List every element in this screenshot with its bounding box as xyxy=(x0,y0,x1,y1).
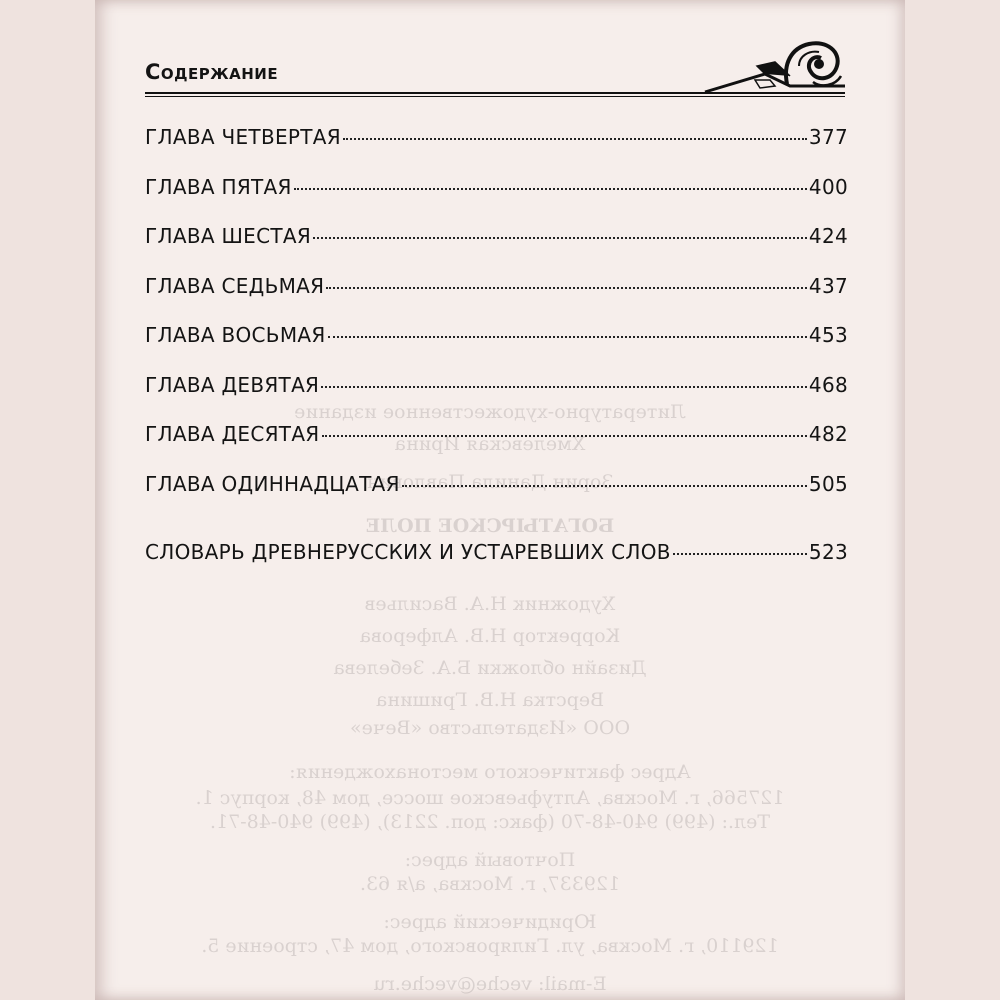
table-of-contents xyxy=(145,125,848,590)
bleed-line: Зорин Данила Павлович xyxy=(366,471,614,493)
bleed-line: Дизайн обложки Б.А. Зебелева xyxy=(333,657,647,679)
toc-entry-page: 505 xyxy=(808,471,848,496)
bleed-line: 129337, г. Москва, а/я 63. xyxy=(359,873,621,895)
toc-entry-label: ГЛАВА СЕДЬМАЯ xyxy=(145,273,325,298)
toc-entry-page: 523 xyxy=(808,540,848,564)
dot-leader xyxy=(321,386,807,388)
toc-entry[interactable] xyxy=(145,472,848,522)
toc-entry[interactable] xyxy=(145,323,848,373)
toc-entry[interactable] xyxy=(145,125,848,175)
toc-entry-page: 377 xyxy=(808,125,848,149)
toc-entry-label: ГЛАВА ЧЕТВЕРТАЯ xyxy=(145,125,341,149)
bleed-line: Литературно-художественное издание xyxy=(294,401,686,423)
bleed-line: E-mail: veche@veche.ru xyxy=(373,973,607,995)
bleed-line: 129110, г. Москва, ул. Гиляровского, дом 47, строение 5. xyxy=(201,935,779,957)
dot-leader xyxy=(343,138,807,140)
bleed-line: Корректор Н.В. Алферова xyxy=(359,625,621,647)
dot-leader xyxy=(326,287,807,289)
section-header xyxy=(145,40,845,100)
toc-entry-label: ГЛАВА ВОСЬМАЯ xyxy=(145,323,326,347)
toc-entry-page: 453 xyxy=(808,323,848,347)
dot-leader xyxy=(673,553,807,555)
ornament-icon xyxy=(695,36,845,98)
bleed-line: Тел.: (499) 940-48-70 (факс: доп. 2213), (499) 940-48-71. xyxy=(209,811,771,833)
bleed-line: Художник Н.А. Васильев xyxy=(364,593,616,615)
toc-entry-label: ГЛАВА ПЯТАЯ xyxy=(145,174,292,199)
toc-entry[interactable] xyxy=(145,422,848,472)
toc-entry-label: ГЛАВА ШЕСТАЯ xyxy=(145,224,312,248)
bleed-line: Юридический адрес: xyxy=(383,911,597,933)
toc-entry-page: 482 xyxy=(808,422,848,446)
toc-entry-label: ГЛАВА ОДИННАДЦАТАЯ xyxy=(145,471,400,496)
bleed-line: ООО «Издательство «Вече» xyxy=(349,717,631,739)
toc-entry-label: ГЛАВА ДЕСЯТАЯ xyxy=(145,422,320,446)
toc-entry-label: ГЛАВА ДЕВЯТАЯ xyxy=(145,372,320,397)
toc-entry[interactable] xyxy=(145,540,848,590)
bleed-line: Хмелевская Ирина xyxy=(394,433,586,455)
toc-entry-page: 437 xyxy=(808,273,848,298)
toc-entry-label: СЛОВАРЬ ДРЕВНЕРУССКИХ И УСТАРЕВШИХ СЛОВ xyxy=(145,540,671,564)
dot-leader xyxy=(402,485,807,487)
bleed-line: Верстка Н.В. Гришина xyxy=(375,689,605,711)
toc-entry[interactable] xyxy=(145,373,848,423)
bleed-line: Почтовый адрес: xyxy=(404,849,576,871)
toc-entry-page: 424 xyxy=(808,224,848,248)
dot-leader xyxy=(313,237,807,239)
page-title: Содержание xyxy=(145,60,279,84)
toc-entry[interactable] xyxy=(145,224,848,274)
toc-entry-page: 468 xyxy=(808,372,848,397)
dot-leader xyxy=(294,188,807,190)
bleed-line: Адрес фактического местонахождения: xyxy=(289,761,691,783)
toc-entry[interactable] xyxy=(145,175,848,225)
dot-leader xyxy=(328,336,807,338)
toc-entry-page: 400 xyxy=(808,174,848,199)
bleed-line: БОГАТЫРСКОЕ ПОЛЕ xyxy=(365,515,615,537)
dot-leader xyxy=(322,435,807,437)
bleed-line: 127566, г. Москва, Алтуфьевское шоссе, дом 48, корпус 1. xyxy=(195,787,785,809)
toc-entry[interactable] xyxy=(145,274,848,324)
